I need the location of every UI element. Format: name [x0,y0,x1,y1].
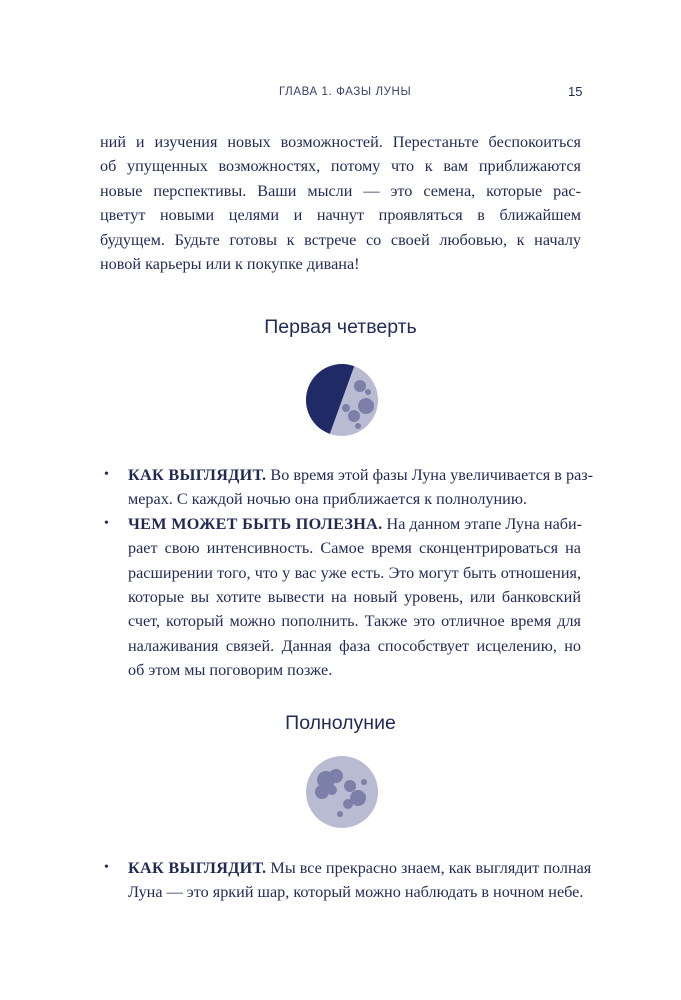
intro-paragraph [100,130,581,276]
text-line: цветут новыми целями и начнут проявляться в ближайшем [100,206,581,225]
text-line: ний и изучения новых возможностей. Перестаньте беспокоиться [100,133,581,151]
first-quarter-moon-icon [306,364,378,436]
text-line: которые вы хотите вывести на новый уровень, или банковский [128,588,581,607]
text-line: мерах. С каждой ночью она приближается к полнолунию. [128,490,527,509]
bullet-text: Мы все прекрасно знаем, как выглядит полная [266,859,592,877]
text-line: новой карьеры или к покупке дивана! [100,255,360,274]
text-line: счет, который можно пополнить. Также это отличное время для [128,612,581,631]
text-line [128,512,581,536]
bullet-lead: КАК ВЫГЛЯДИТ. [128,466,267,484]
list-item [100,856,592,905]
text-line: рает свою интенсивность. Самое время сконцентрироваться на [128,539,581,558]
bullet-lead: ЧЕМ МОЖЕТ БЫТЬ ПОЛЕЗНА. [128,514,383,533]
bullet-icon: • [104,860,109,875]
section-title-full-moon: Полнолуние [285,712,396,734]
text-line: новые перспективы. Ваши мысли — это семена, которые рас- [100,181,581,200]
bullet-text: Во время этой фазы Луна увеличивается в раз- [266,466,594,484]
text-line: об этом мы поговорим позже. [128,661,333,680]
full-moon-bullets [100,856,592,905]
text-line: будущем. Будьте готовы к встрече со своей любовью, к началу [100,230,581,249]
page-number: 15 [568,84,583,99]
bullet-lead: КАК ВЫГЛЯДИТ. [128,859,267,877]
first-quarter-bullets [100,463,594,683]
list-item [100,512,581,683]
running-head: ГЛАВА 1. ФАЗЫ ЛУНЫ [279,86,412,98]
text-line: об упущенных возможностях, потому что к вам приближаются [100,157,581,176]
bullet-text: На данном этапе Луна наби- [382,514,583,533]
bullet-icon: • [104,467,109,482]
section-title-first-quarter: Первая четверть [264,316,417,338]
text-line: расширении того, что у вас уже есть. Это могут быть отношения, [128,563,581,582]
text-line: налаживания связей. Данная фаза способствует исцелению, но [128,636,581,655]
text-line [128,856,592,880]
list-item [100,463,594,512]
bullet-icon: • [104,515,109,531]
text-line [128,463,594,487]
text-line: Луна — это яркий шар, который можно наблюдать в ночном небе. [128,883,584,902]
full-moon-icon [306,756,378,828]
